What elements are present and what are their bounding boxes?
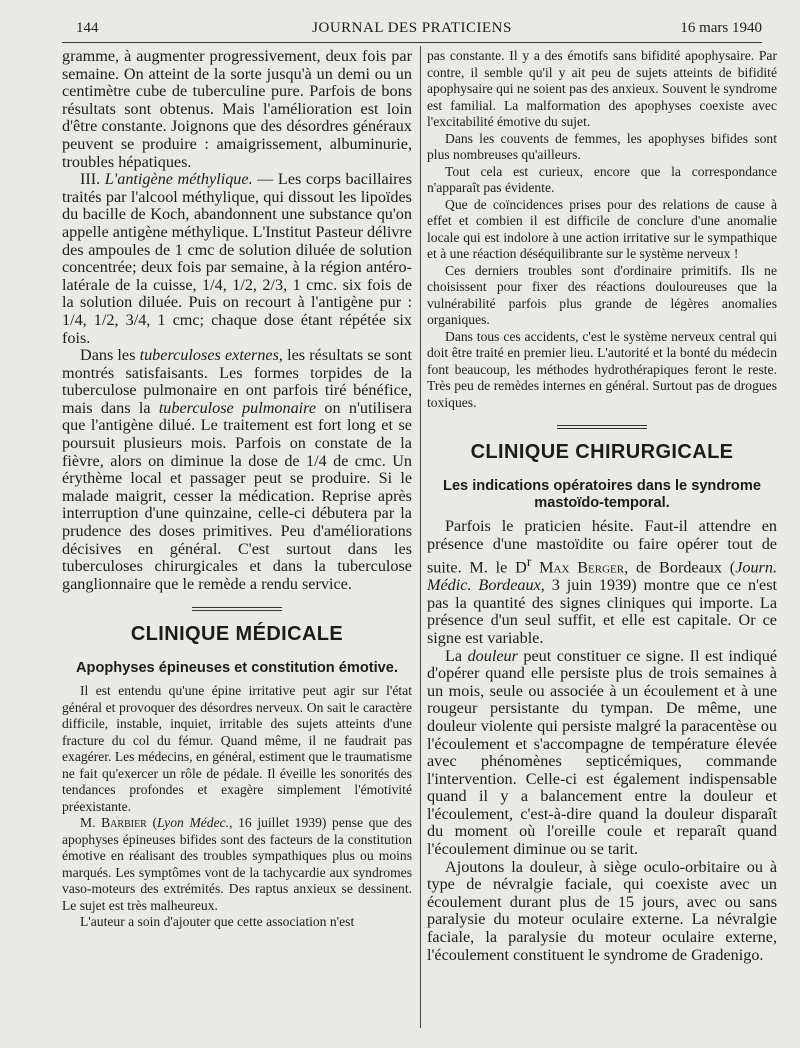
paragraph-auteur: L'auteur a soin d'ajouter que cette association n'est [80,914,355,930]
doctor-superscript: r [526,554,532,570]
section-separator [557,425,647,429]
page-number: 144 [76,20,99,36]
paragraph-douleur [427,648,777,859]
berger-text-c: , 3 juin 1939) montre que ce n'est pas la quantité des signes cliniques qui importe. La présence d'un seul suffit, et elle est capitale. Or ce signe est variable. [427,576,777,647]
paragraph-gradenigo: Ajoutons la douleur, à siège oculo-orbitaire ou à type de névralgie faciale, qui coexiste avec un écoulement durant plus de 15 jours, avec ou sans paralysie du moteur oculaire externe. La névralgie faciale, la paralysie du moteur oculaire externe, l'écoulement constituent le syndrome de Gradenigo. [427,857,777,964]
left-column [62,48,412,931]
antigen-text: — Les corps bacillaires traités par l'alcool méthylique, qui dissout les lipoïdes du bacille de Koch, abandonnent une substance qu'on appelle antigène méthylique. L'Institut Pasteur délivre des ampoules de 1 cmc de solution diluée de solution concentrée; deux fois par semaine, à la région antéro-latérale de la cuisse, 1/4, 1/2, 2/3, 1 cmc. six fois de la solution diluée. Puis on recourt à l'antigène pur : 1/4, 1/2, 3/4, 1 cmc; chaque dose étant répétée six fois. [62,170,412,347]
douleur-text-b: peut constituer ce signe. Il est indiqué d'opérer quand elle persiste plus de trois semaines à un mois, seule ou associée à un écoulement et à une rougeur persistante du tympan. De même, une douleur violente qui persiste malgré la paracentèse ou l'écoulement et s'accompagne de température élevée avec phénomènes septicémiques, commande l'intervention. Celle-ci est également indispensable quand il y a balancement entre la douleur et l'écoulement, c'est-à-dire quand la douleur disparaît du moment où l'oreille coule et reparaît quand l'écoulement diminue ou se tarit. [427,646,777,859]
source-journ-medic: Journ. Médic. Bordeaux [427,558,777,595]
paragraph-results [62,347,412,593]
source-lyon-medec: Lyon Médec. [157,815,230,831]
paragraph-curieux: Tout cela est curieux, encore que la correspondance n'apparaît pas évidente. [427,163,777,195]
results-text-c: on n'utilisera que l'antigène dilué. Le traitement est fort long et se poursuit plusieurs mois. Parfois on constate de la fièvre, alors on diminue la dose de 1/4 de cmc. Un érythème local et passager peut se produire. Si le malade maigrit, cesser la médication. Reprise après interruption d'une quinzaine, celle-ci débutera par la prudence des doses primitives. Peu d'améliorations décisives en général. C'est surtout dans les tuberculoses chirurgicales et dans la tuberculose ganglionnaire que le remède a rendu service. [62,398,413,593]
author-berger: Max Berger [531,558,625,577]
right-column [427,48,777,964]
barbier-text: , 16 juillet 1939) pense que des apophyses épineuses bifides sont des facteurs de la constitution émotive en réalisant des troubles sympathiques plus ou moins marqués. Les symptômes vont de la tachycardie aux syndromes vaso-moteurs des extrémités. Des raptus anxieux se dessinent. Le sujet est très malheureux. [62,815,412,913]
paragraph-tuberculin: gramme, à augmenter progressivement, deux fois par semaine. On atteint de la sorte jusqu'à un demi ou un centimètre cube de tuberculine pure. Parfois de bons résultats sont obtenus. Mais l'amélioration est loin d'être constante. Joignons que des désordres généraux peuvent se produire : amaigrissement, albuminurie, troubles hépatiques. [62,47,412,171]
praticien-text: Parfois le praticien hésite. Faut-il attendre en présence d'une mastoïdite ou faire opérer tout de suite. [427,517,777,577]
results-italic-pulmonary: tuberculose pulmonaire [158,398,317,417]
paragraph-coincidences: Que de coïncidences prises pour des relations de cause à effet et combien il est difficile de conclure d'une anomalie locale qui est indolore à une action irritative sur le sympathique et à une réaction déséquilibrante sur le système nerveux ! [427,196,777,261]
paragraph-bifidite: pas constante. Il y a des émotifs sans bifidité apophysaire. Par contre, il semble qu'il y ait peu de sujets atteints de bifidité apophysaire qui ne soient pas des anxieux. Souvent le syndrome est familial. La malformation des apophyses coexiste avec l'excitabilité émotive du sujet. [427,48,777,129]
issue-date: 16 mars 1940 [680,20,762,36]
author-barbier: M. Barbier [80,815,147,831]
paragraph-epine: Il est entendu qu'une épine irritative peut agir sur l'état général et provoquer des désordres nerveux. On sait le caractère difficile, instable, inquiet, irritable des sujets atteints d'une fracture du col du fémur. Quand même, il ne faudrait pas exagérer. Les médecins, en général, estiment que le traumatisme ne fait qu'exercer un rôle de pédale. Il éveille les sonorités des tendances profondes et exagère simplement l'émotivité préexistante. [62,683,412,814]
paragraph-troubles: Ces derniers troubles sont d'ordinaire primitifs. Ils ne choisissent pour fixer des réactions douloureuses que la vulnérabilité parfois plus grande de légères anomalies organiques. [427,262,777,327]
paragraph-antigen [62,171,412,347]
section-heading-medicale: CLINIQUE MÉDICALE [130,623,344,646]
column-divider [420,46,421,1028]
paragraph-barbier [62,815,412,914]
article-title-apophyses: Apophyses épineuses et constitution émotive. [76,660,398,677]
paragraph-couvents: Dans les couvents de femmes, les apophyses bifides sont plus nombreuses qu'ailleurs. [427,130,777,162]
header-rule [62,42,762,43]
paragraph-praticien [427,518,777,648]
journal-title: JOURNAL DES PRATICIENS [312,20,512,36]
douleur-text-a: La [445,646,468,665]
page-header [62,18,762,42]
results-italic-external: tuberculoses externes [139,346,279,365]
barbier-open: ( [146,815,158,831]
berger-intro: M. le D [461,558,527,577]
section-heading-chirurgicale: CLINIQUE CHIRURGICALE [470,441,734,463]
results-text-a: Dans les [80,346,140,365]
antigen-numeral: III. [80,170,105,189]
results-text-b: , les résultats se sont montrés satisfaisants. Les formes torpides de la tuberculose pulmonaire en ont parfois tiré bénéfice, mais dans la [62,346,413,417]
paragraph-systeme-nerveux: Dans tous ces accidents, c'est le système nerveux central qui doit être traité en premier lieu. L'autorité et la bonté du médecin font beaucoup, les méthodes hydrothérapiques feront le reste. Très peu de remèdes internes en général. Surtout pas de drogues toxiques. [427,328,777,410]
antigen-heading: L'antigène méthylique. [104,170,253,189]
berger-text-b: , de Bordeaux ( [624,558,736,577]
douleur-italic: douleur [467,646,518,665]
article-title-mastoido: Les indications opératoires dans le syndrome mastoïdo-temporal. [443,478,761,511]
section-separator [192,607,282,611]
